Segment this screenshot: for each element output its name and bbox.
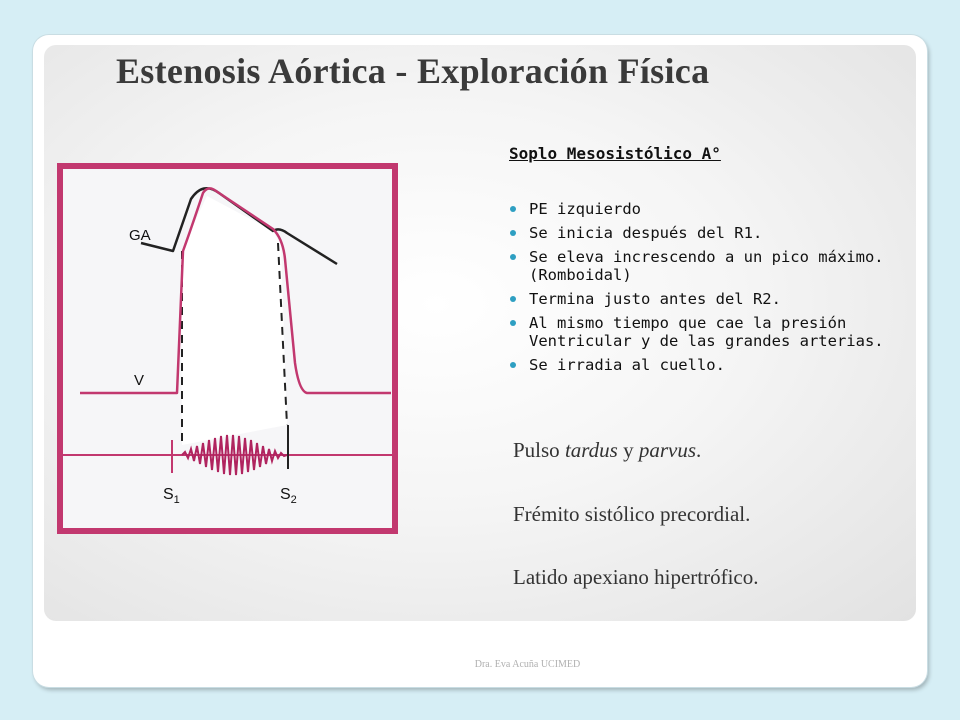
label-ga: GA bbox=[129, 227, 151, 244]
murmur-heading: Soplo Mesosistólico A° bbox=[509, 144, 721, 163]
bullet-text: Se irradia al cuello. bbox=[529, 356, 725, 374]
slide-title: Estenosis Aórtica - Exploración Física bbox=[116, 51, 710, 91]
bullet-text: Se eleva increscendo a un pico máximo. (Romboidal) bbox=[529, 248, 884, 284]
label-s1: $S_1$ bbox=[163, 486, 180, 506]
label-v: V bbox=[134, 372, 145, 389]
pulse-line: Pulso tardus y parvus. bbox=[513, 438, 702, 462]
bullet-text: Se inicia después del R1. bbox=[529, 224, 763, 242]
label-s2: $S_2$ bbox=[280, 486, 297, 506]
bullet-icon bbox=[510, 362, 516, 368]
list-item bbox=[509, 200, 889, 218]
bullet-icon bbox=[510, 320, 516, 326]
apex-line: Latido apexiano hipertrófico. bbox=[513, 565, 759, 589]
list-item bbox=[509, 356, 889, 374]
list-item bbox=[509, 314, 889, 350]
bullet-icon bbox=[510, 254, 516, 260]
bullet-icon bbox=[510, 296, 516, 302]
bullet-icon bbox=[510, 230, 516, 236]
pressure-murmur-diagram bbox=[57, 163, 399, 535]
systolic-area bbox=[181, 196, 287, 445]
list-item bbox=[509, 290, 889, 308]
bullet-text: PE izquierdo bbox=[529, 200, 641, 218]
murmur-bullet-list bbox=[509, 200, 889, 380]
slide-footer: Dra. Eva Acuña UCIMED bbox=[474, 659, 581, 670]
list-item bbox=[509, 248, 889, 284]
list-item bbox=[509, 224, 889, 242]
bullet-text: Termina justo antes del R2. bbox=[529, 290, 781, 308]
bullet-text: Al mismo tiempo que cae la presión Ventricular y de las grandes arterias. bbox=[529, 314, 884, 350]
thrill-line: Frémito sistólico precordial. bbox=[513, 502, 751, 526]
bullet-icon bbox=[510, 206, 516, 212]
